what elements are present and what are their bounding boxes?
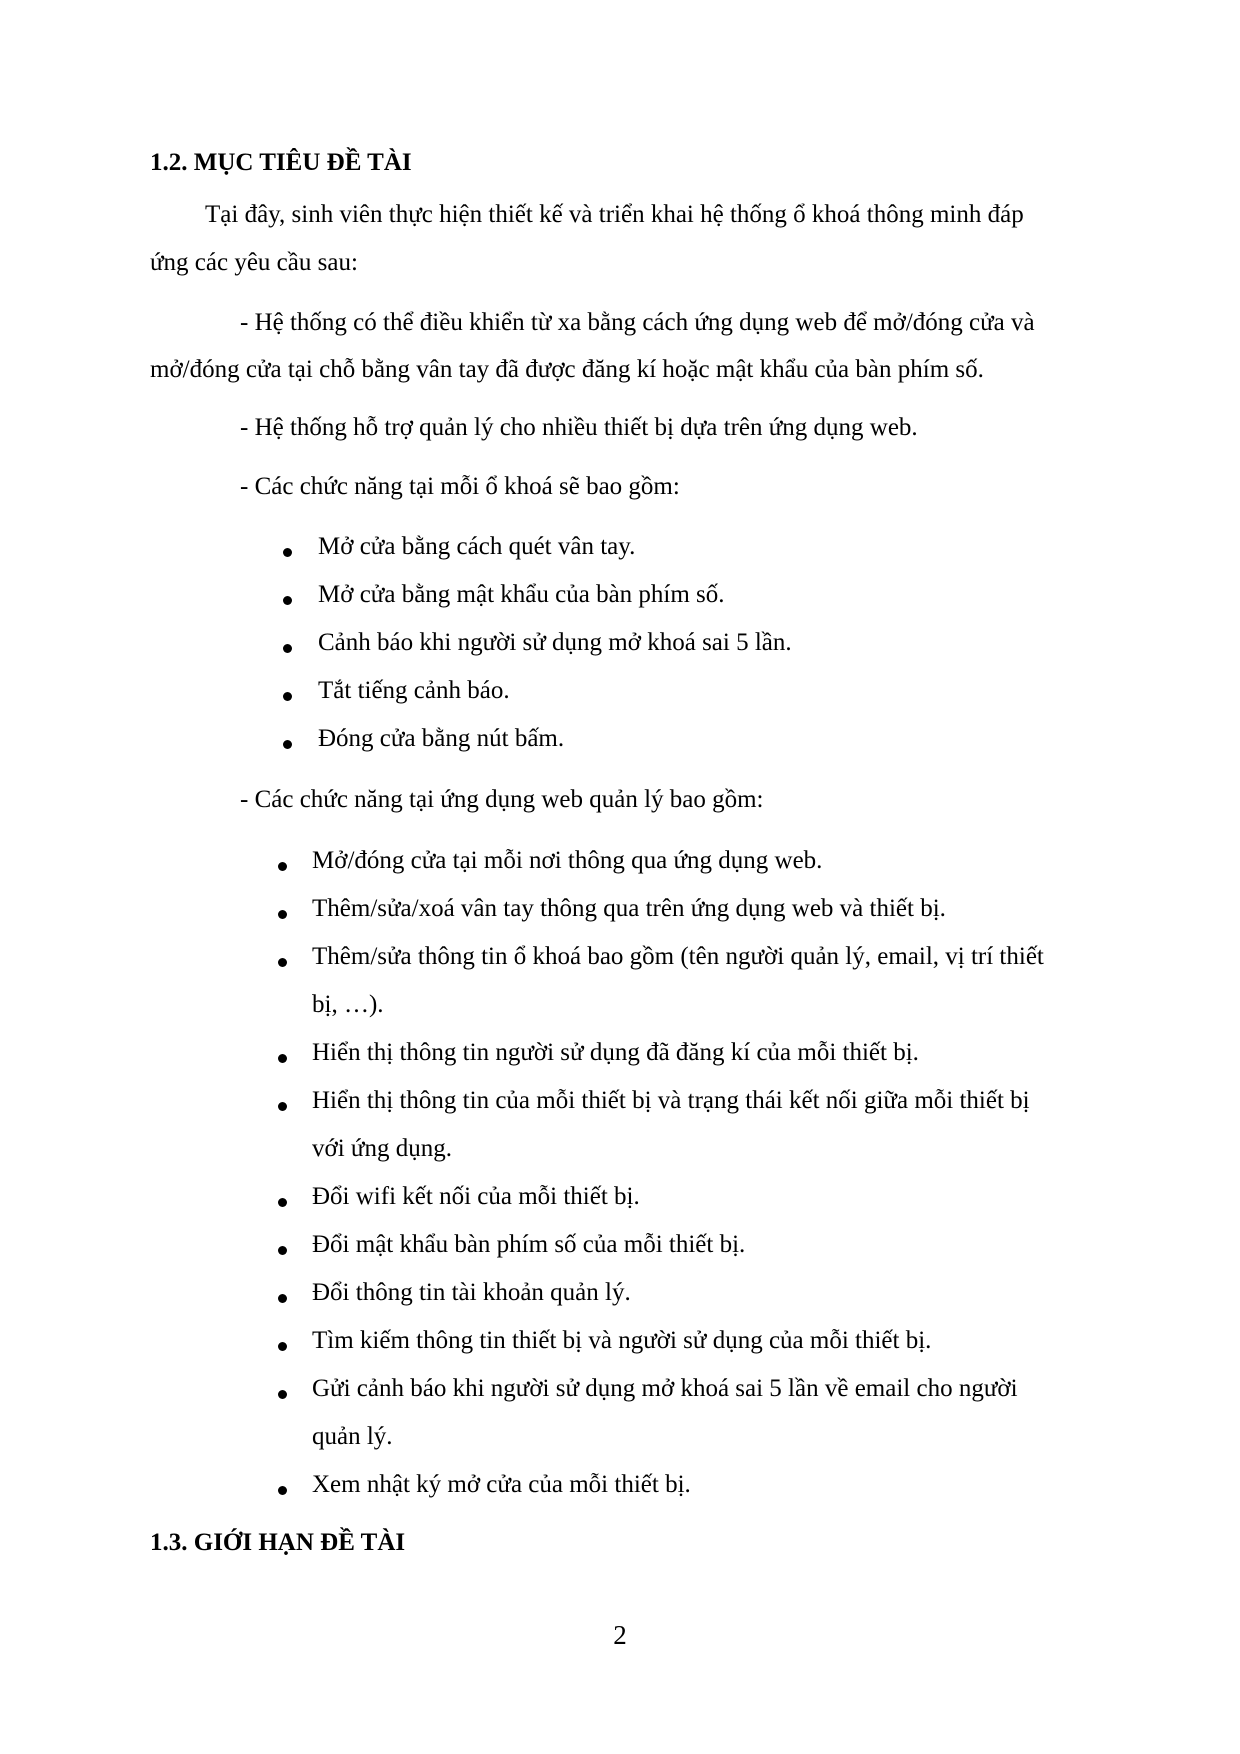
web-function-item-continuation: bị, …). xyxy=(312,991,384,1018)
section-heading-1-3: 1.3. GIỚI HẠN ĐỀ TÀI xyxy=(150,1529,406,1556)
intro-paragraph-line-2: ứng các yêu cầu sau: xyxy=(150,249,358,276)
web-function-item: Thêm/sửa/xoá vân tay thông qua trên ứng dụng web và thiết bị. xyxy=(312,895,946,922)
bullet-icon xyxy=(278,1102,287,1111)
bullet-icon xyxy=(283,644,292,653)
bullet-icon xyxy=(283,740,292,749)
lock-function-item: Mở cửa bằng mật khẩu của bàn phím số. xyxy=(318,581,725,608)
lock-function-item: Cảnh báo khi người sử dụng mở khoá sai 5 lần. xyxy=(318,629,792,656)
bullet-icon xyxy=(278,1198,287,1207)
bullet-icon xyxy=(278,1486,287,1495)
web-function-item-continuation: quản lý. xyxy=(312,1423,393,1450)
web-function-item: Hiển thị thông tin của mỗi thiết bị và trạng thái kết nối giữa mỗi thiết bị xyxy=(312,1087,1030,1114)
web-function-item: Hiển thị thông tin người sử dụng đã đăng kí của mỗi thiết bị. xyxy=(312,1039,919,1066)
lock-function-item: Mở cửa bằng cách quét vân tay. xyxy=(318,533,636,560)
page-number: 2 xyxy=(613,1620,627,1650)
bullet-icon xyxy=(278,1246,287,1255)
bullet-icon xyxy=(283,596,292,605)
section-heading-1-2: 1.2. MỤC TIÊU ĐỀ TÀI xyxy=(150,149,412,176)
web-function-item: Đổi mật khẩu bàn phím số của mỗi thiết bị. xyxy=(312,1231,746,1258)
lock-functions-heading: - Các chức năng tại mỗi ổ khoá sẽ bao gồm: xyxy=(240,473,680,500)
bullet-icon xyxy=(278,910,287,919)
requirement-remote-control-line-2: mở/đóng cửa tại chỗ bằng vân tay đã được đăng kí hoặc mật khẩu của bàn phím số. xyxy=(150,356,984,383)
intro-paragraph-line-1: Tại đây, sinh viên thực hiện thiết kế và triển khai hệ thống ổ khoá thông minh đáp xyxy=(205,201,1024,228)
web-function-item: Mở/đóng cửa tại mỗi nơi thông qua ứng dụng web. xyxy=(312,847,823,874)
lock-function-item: Đóng cửa bằng nút bấm. xyxy=(318,725,565,752)
lock-function-item: Tắt tiếng cảnh báo. xyxy=(318,677,510,704)
bullet-icon xyxy=(283,692,292,701)
web-function-item: Đổi wifi kết nối của mỗi thiết bị. xyxy=(312,1183,640,1210)
web-functions-heading: - Các chức năng tại ứng dụng web quản lý bao gồm: xyxy=(240,786,764,813)
web-function-item: Gửi cảnh báo khi người sử dụng mở khoá sai 5 lần về email cho người xyxy=(312,1375,1018,1402)
bullet-icon xyxy=(278,1294,287,1303)
web-function-item-continuation: với ứng dụng. xyxy=(312,1135,452,1162)
web-function-item: Đổi thông tin tài khoản quản lý. xyxy=(312,1279,631,1306)
web-function-item: Tìm kiếm thông tin thiết bị và người sử dụng của mỗi thiết bị. xyxy=(312,1327,932,1354)
requirement-remote-control-line-1: - Hệ thống có thể điều khiển từ xa bằng cách ứng dụng web để mở/đóng cửa và xyxy=(240,309,1035,336)
web-function-item: Xem nhật ký mở cửa của mỗi thiết bị. xyxy=(312,1471,691,1498)
bullet-icon xyxy=(278,1390,287,1399)
bullet-icon xyxy=(278,1054,287,1063)
bullet-icon xyxy=(278,862,287,871)
bullet-icon xyxy=(283,548,292,557)
requirement-multi-device: - Hệ thống hỗ trợ quản lý cho nhiều thiết bị dựa trên ứng dụng web. xyxy=(240,414,918,441)
web-function-item: Thêm/sửa thông tin ổ khoá bao gồm (tên người quản lý, email, vị trí thiết xyxy=(312,943,1044,970)
bullet-icon xyxy=(278,1342,287,1351)
bullet-icon xyxy=(278,958,287,967)
